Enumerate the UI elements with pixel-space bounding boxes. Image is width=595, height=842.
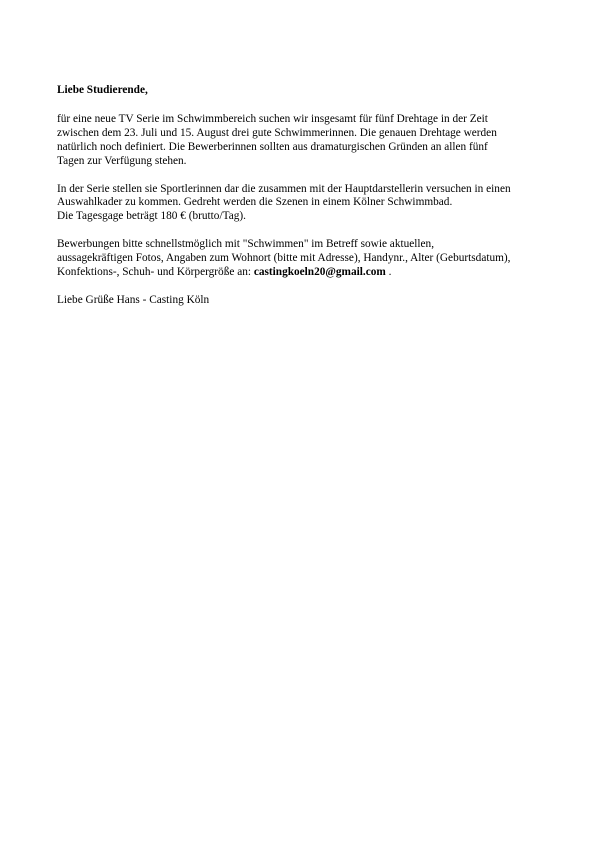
paragraph-role-details bbox=[57, 183, 557, 225]
contact-email: castingkoeln20@gmail.com bbox=[253, 266, 386, 279]
text-segment: . bbox=[385, 266, 392, 279]
text-line: Die Tagesgage beträgt 180 € (brutto/Tag). bbox=[57, 210, 246, 223]
text-line: zwischen dem 23. Juli und 15. August drei gute Schwimmerinnen. Die genauen Drehtage werden bbox=[57, 126, 497, 139]
text-segment: Konfektions-, Schuh- und Körpergröße an: bbox=[57, 266, 254, 279]
paragraph-casting-call bbox=[57, 113, 557, 169]
text-line: aussagekräftigen Fotos, Angaben zum Wohnort (bitte mit Adresse), Handynr., Alter (Geburtsdatum), bbox=[57, 252, 511, 265]
greeting: Liebe Studierende, bbox=[57, 84, 148, 96]
text-line: Bewerbungen bitte schnellstmöglich mit "Schwimmen" im Betreff sowie aktuellen, bbox=[57, 238, 435, 251]
text-line: für eine neue TV Serie im Schwimmbereich suchen wir insgesamt für fünf Drehtage in der Zeit bbox=[57, 112, 488, 125]
paragraph-application bbox=[57, 238, 557, 280]
text-line-with-email bbox=[57, 266, 557, 280]
text-line: Tagen zur Verfügung stehen. bbox=[57, 154, 187, 167]
text-line: Auswahlkader zu kommen. Gedreht werden die Szenen in einem Kölner Schwimmbad. bbox=[57, 196, 453, 209]
text-line: natürlich noch definiert. Die Bewerberinnen sollten aus dramaturgischen Gründen an allen fünf bbox=[57, 140, 488, 153]
letter-body bbox=[57, 84, 557, 308]
text-line: In der Serie stellen sie Sportlerinnen dar die zusammen mit der Hauptdarstellerin versuchen in einen bbox=[57, 182, 511, 195]
closing-signature: Liebe Grüße Hans - Casting Köln bbox=[57, 293, 210, 306]
